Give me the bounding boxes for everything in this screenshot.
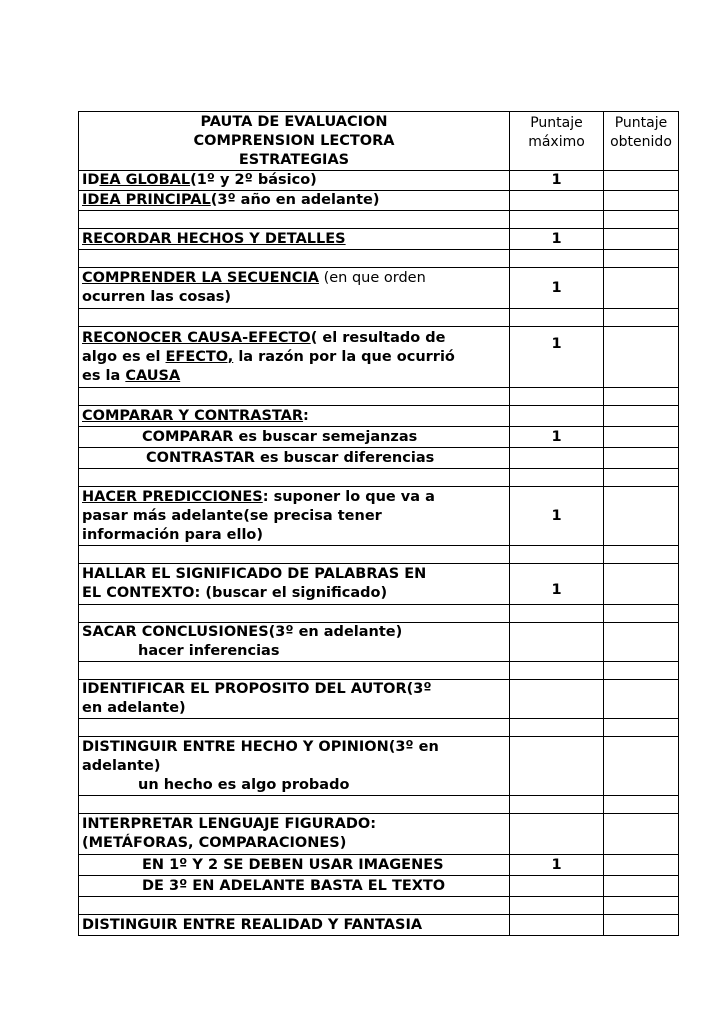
criterion-cell <box>79 487 510 546</box>
criterion-cell <box>79 427 510 448</box>
criterion-cell <box>79 737 510 796</box>
header-title-line2: COMPRENSION LECTORA <box>193 132 395 149</box>
spacer-row <box>79 469 679 487</box>
criterion-keyword: EFECTO, <box>165 348 234 365</box>
obtained-score-cell <box>604 680 679 719</box>
table-row <box>79 229 679 250</box>
obtained-score-cell <box>604 564 679 605</box>
criterion-text: INTERPRETAR LENGUAJE FIGURADO: <box>82 816 376 832</box>
criterion-text: ID <box>82 172 100 188</box>
obtained-score-cell <box>604 487 679 546</box>
spacer-row <box>79 796 679 814</box>
spacer-row <box>79 897 679 915</box>
table-row <box>79 406 679 427</box>
header-max-line2: máximo <box>528 134 585 150</box>
criterion-cell <box>79 448 510 469</box>
criterion-keyword: CAUSA <box>125 367 181 384</box>
max-score-cell <box>510 623 604 662</box>
criterion-cell <box>79 327 510 388</box>
obtained-score-cell <box>604 171 679 191</box>
criterion-keyword: RECORDAR HECHOS Y DETALLES <box>82 230 346 247</box>
spacer-row <box>79 546 679 564</box>
max-score-cell: 1 <box>510 427 604 448</box>
criterion-text: : <box>303 407 309 424</box>
table-row <box>79 327 679 388</box>
criterion-cell <box>79 229 510 250</box>
criterion-text: : suponer lo que va a <box>262 488 435 505</box>
criterion-text: HALLAR EL SIGNIFICADO DE PALABRAS EN <box>82 566 427 582</box>
header-obtained-line2: obtenido <box>610 134 672 150</box>
table-row <box>79 915 679 936</box>
header-obtained-line1: Puntaje <box>614 115 668 131</box>
obtained-score-cell <box>604 915 679 936</box>
criterion-keyword: COMPARAR Y CONTRASTAR <box>82 407 304 424</box>
criterion-text: pasar más adelante(se precisa tener <box>82 507 382 524</box>
criterion-text: DISTINGUIR ENTRE REALIDAD Y FANTASIA <box>82 916 423 933</box>
header-title-cell <box>79 112 510 171</box>
criterion-cell <box>79 915 510 936</box>
criterion-text: un hecho es algo probado <box>138 776 350 793</box>
max-score-cell: 1 <box>510 564 604 605</box>
criterion-cell <box>79 171 510 191</box>
obtained-score-cell <box>604 229 679 250</box>
table-row <box>79 448 679 469</box>
criterion-text: es la <box>82 367 126 384</box>
max-score-cell: 1 <box>510 487 604 546</box>
table-row <box>79 814 679 855</box>
table-row <box>79 191 679 211</box>
max-score-cell <box>510 915 604 936</box>
table-row <box>79 623 679 662</box>
spacer-row <box>79 211 679 229</box>
max-score-cell: 1 <box>510 855 604 876</box>
spacer-row <box>79 662 679 680</box>
criterion-cell <box>79 268 510 309</box>
table-row <box>79 737 679 796</box>
max-score-cell <box>510 737 604 796</box>
criterion-cell <box>79 814 510 855</box>
criterion-text: hacer inferencias <box>138 643 280 659</box>
criterion-cell <box>79 855 510 876</box>
max-score-cell: 1 <box>510 229 604 250</box>
spacer-row <box>79 309 679 327</box>
evaluation-table <box>78 111 679 936</box>
criterion-text: CONTRASTAR es buscar diferencias <box>146 449 435 466</box>
criterion-keyword: IDEA PRINCIPAL <box>82 192 211 208</box>
obtained-score-cell <box>604 737 679 796</box>
criterion-text: información para ello) <box>82 526 264 543</box>
criterion-cell <box>79 623 510 662</box>
criterion-text: DISTINGUIR ENTRE HECHO Y OPINION(3º en <box>82 738 439 755</box>
obtained-score-cell <box>604 855 679 876</box>
criterion-text: ocurren las cosas) <box>82 289 232 305</box>
spacer-row <box>79 388 679 406</box>
criterion-text: (METÁFORAS, COMPARACIONES) <box>82 835 347 851</box>
criterion-keyword: RECONOCER CAUSA-EFECTO <box>82 329 311 346</box>
header-title-line3: ESTRATEGIAS <box>238 151 350 168</box>
criterion-cell <box>79 191 510 211</box>
max-score-cell <box>510 191 604 211</box>
max-score-cell: 1 <box>510 171 604 191</box>
criterion-text: DE 3º EN ADELANTE BASTA EL TEXTO <box>142 877 446 894</box>
criterion-cell <box>79 406 510 427</box>
criterion-text: algo es el <box>82 348 166 365</box>
criterion-text: SACAR CONCLUSIONES(3º en adelante) <box>82 624 403 640</box>
obtained-score-cell <box>604 623 679 662</box>
criterion-keyword: COMPRENDER LA SECUENCIA <box>82 270 319 286</box>
criterion-text: EN 1º Y 2 SE DEBEN USAR IMAGENES <box>142 856 444 873</box>
criterion-keyword: HACER PREDICCIONES <box>82 488 263 505</box>
spacer-row <box>79 605 679 623</box>
criterion-cell <box>79 564 510 605</box>
max-score-cell: 1 <box>510 327 604 388</box>
table-row <box>79 487 679 546</box>
table-row <box>79 268 679 309</box>
spacer-row <box>79 719 679 737</box>
header-max-score <box>510 112 604 171</box>
criterion-text: (en que orden <box>318 270 426 286</box>
table-row <box>79 855 679 876</box>
obtained-score-cell <box>604 427 679 448</box>
criterion-cell <box>79 680 510 719</box>
max-score-cell: 1 <box>510 268 604 309</box>
criterion-text: EL CONTEXTO: (buscar el significado) <box>82 585 388 601</box>
table-row <box>79 171 679 191</box>
obtained-score-cell <box>604 191 679 211</box>
table-row <box>79 564 679 605</box>
table-row <box>79 680 679 719</box>
table-row <box>79 427 679 448</box>
spacer-row <box>79 250 679 268</box>
criterion-keyword: EA GLOBAL <box>99 172 191 188</box>
criterion-text: (1º y 2º básico) <box>190 172 317 188</box>
header-obtained-score <box>604 112 679 171</box>
criterion-text: adelante) <box>82 757 161 774</box>
criterion-text: IDENTIFICAR EL PROPOSITO DEL AUTOR(3º <box>82 681 432 697</box>
criterion-cell <box>79 876 510 897</box>
criterion-text: en adelante) <box>82 700 186 716</box>
criterion-text: ( el resultado de <box>310 329 446 346</box>
criterion-text: COMPARAR es buscar semejanzas <box>142 428 418 445</box>
criterion-text: (3º año en adelante) <box>210 192 380 208</box>
obtained-score-cell <box>604 268 679 309</box>
header-row <box>79 112 679 171</box>
header-title-line1: PAUTA DE EVALUACION <box>200 113 388 130</box>
max-score-cell <box>510 680 604 719</box>
criterion-text: la razón por la que ocurrió <box>233 348 455 365</box>
header-max-line1: Puntaje <box>530 115 583 131</box>
table-row <box>79 876 679 897</box>
obtained-score-cell <box>604 327 679 388</box>
